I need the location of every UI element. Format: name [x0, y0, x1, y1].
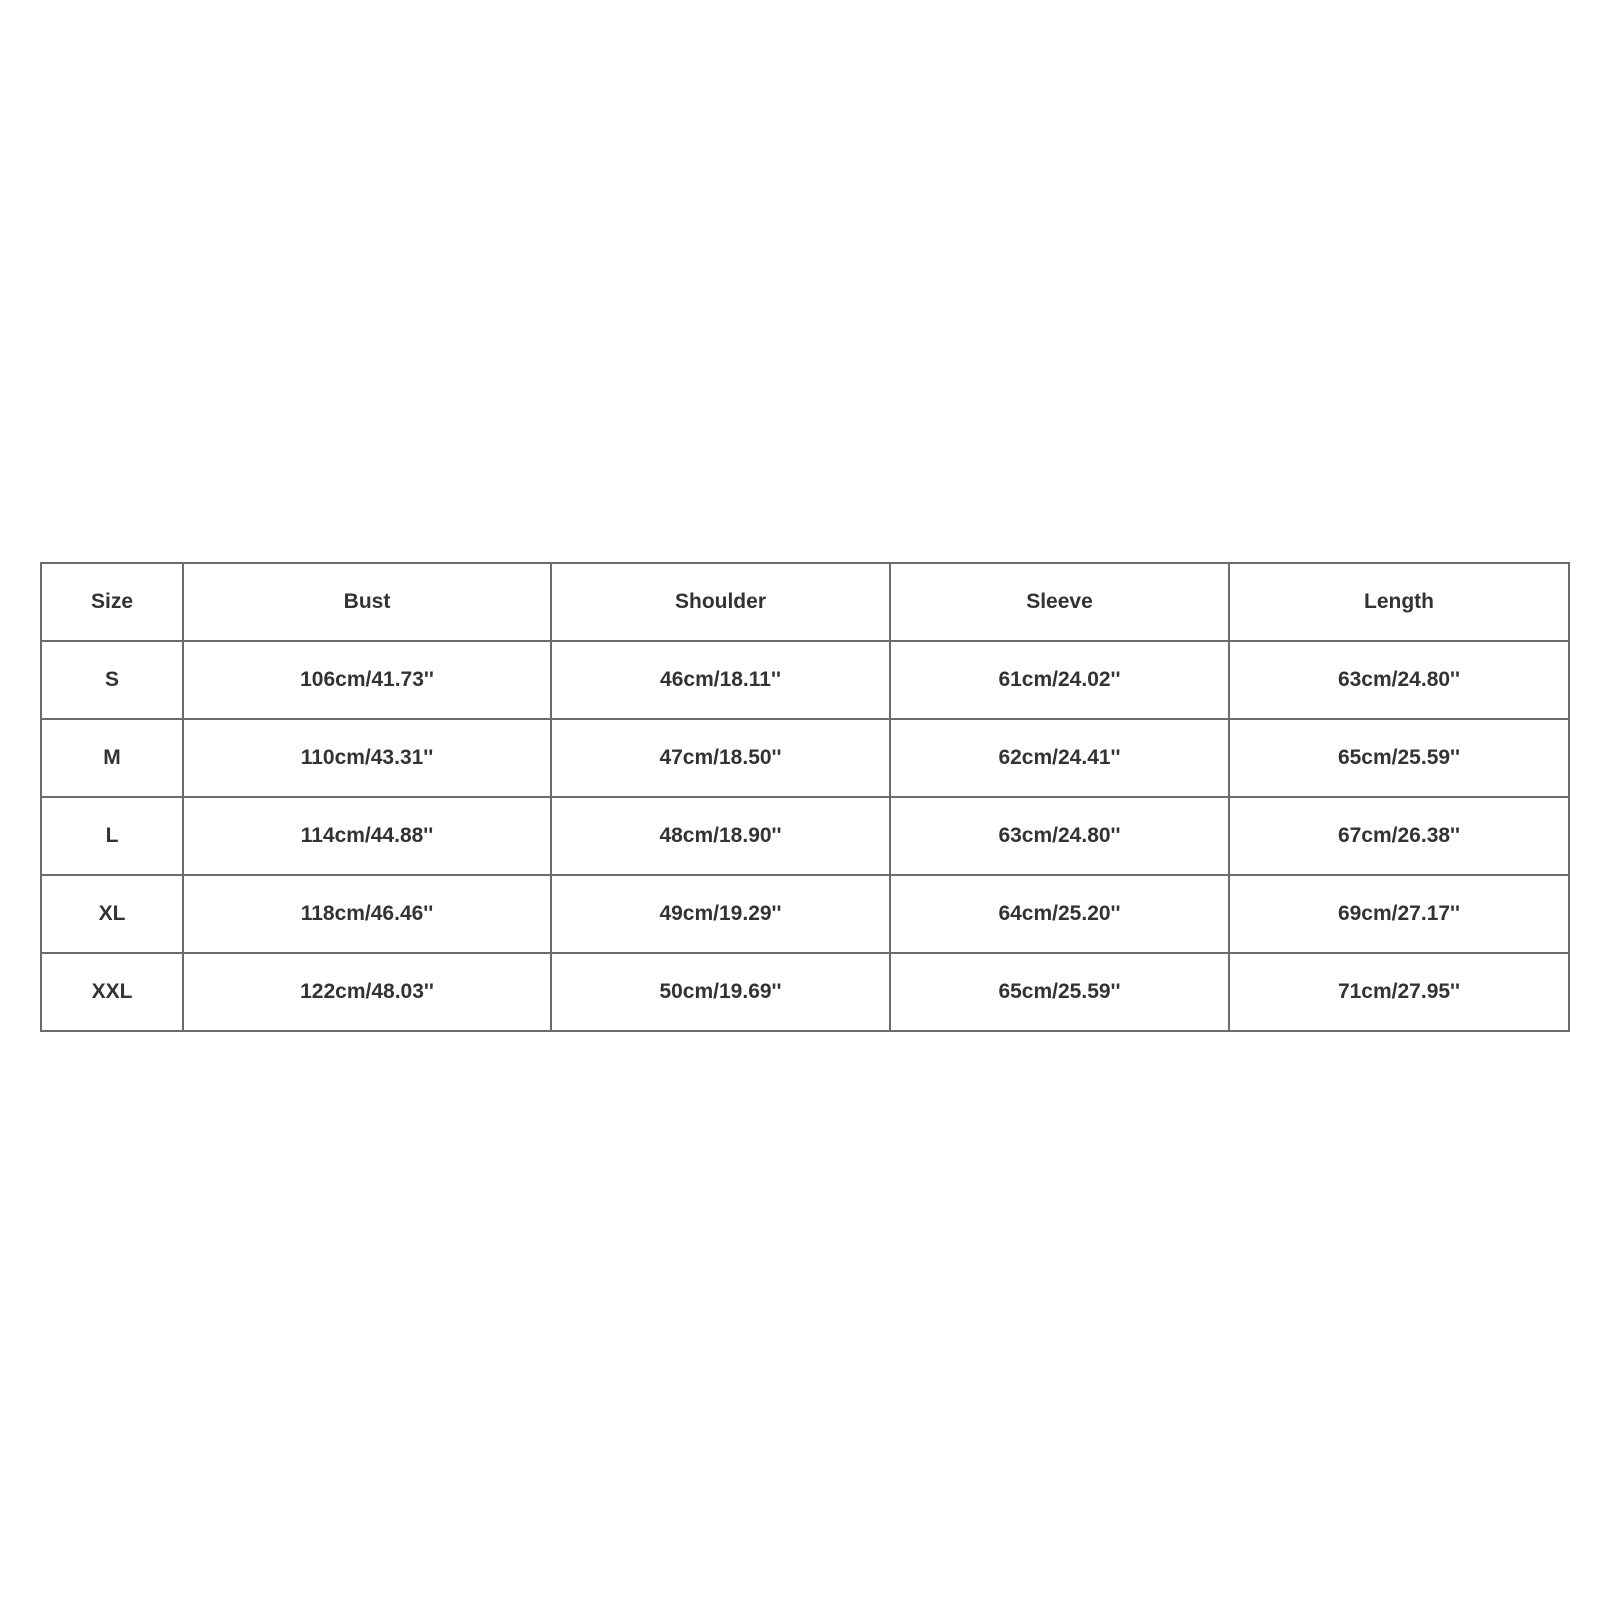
cell-size: M — [41, 719, 183, 797]
cell-length: 63cm/24.80'' — [1229, 641, 1569, 719]
cell-sleeve: 62cm/24.41'' — [890, 719, 1229, 797]
cell-sleeve: 65cm/25.59'' — [890, 953, 1229, 1031]
cell-length: 67cm/26.38'' — [1229, 797, 1569, 875]
cell-sleeve: 64cm/25.20'' — [890, 875, 1229, 953]
cell-shoulder: 46cm/18.11'' — [551, 641, 890, 719]
header-sleeve: Sleeve — [890, 563, 1229, 641]
table-header-row — [41, 563, 1569, 641]
cell-bust: 106cm/41.73'' — [183, 641, 551, 719]
header-size: Size — [41, 563, 183, 641]
size-chart-table — [40, 562, 1570, 1032]
cell-length: 69cm/27.17'' — [1229, 875, 1569, 953]
cell-shoulder: 49cm/19.29'' — [551, 875, 890, 953]
table-row — [41, 641, 1569, 719]
cell-bust: 110cm/43.31'' — [183, 719, 551, 797]
cell-length: 71cm/27.95'' — [1229, 953, 1569, 1031]
table-row — [41, 719, 1569, 797]
cell-shoulder: 50cm/19.69'' — [551, 953, 890, 1031]
table-row — [41, 875, 1569, 953]
cell-size: L — [41, 797, 183, 875]
cell-bust: 114cm/44.88'' — [183, 797, 551, 875]
cell-shoulder: 47cm/18.50'' — [551, 719, 890, 797]
table-row — [41, 953, 1569, 1031]
header-length: Length — [1229, 563, 1569, 641]
cell-size: XL — [41, 875, 183, 953]
cell-size: XXL — [41, 953, 183, 1031]
cell-size: S — [41, 641, 183, 719]
cell-sleeve: 61cm/24.02'' — [890, 641, 1229, 719]
cell-bust: 118cm/46.46'' — [183, 875, 551, 953]
header-bust: Bust — [183, 563, 551, 641]
cell-shoulder: 48cm/18.90'' — [551, 797, 890, 875]
cell-length: 65cm/25.59'' — [1229, 719, 1569, 797]
cell-bust: 122cm/48.03'' — [183, 953, 551, 1031]
table-row — [41, 797, 1569, 875]
header-shoulder: Shoulder — [551, 563, 890, 641]
cell-sleeve: 63cm/24.80'' — [890, 797, 1229, 875]
